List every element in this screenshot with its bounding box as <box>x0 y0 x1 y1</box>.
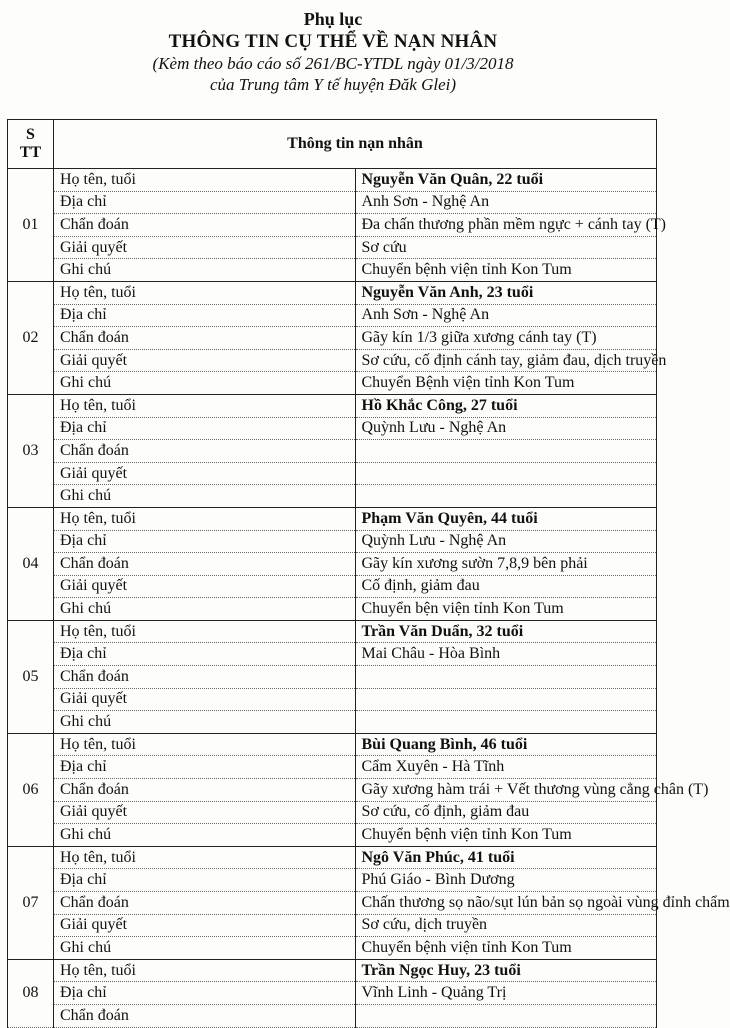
table-row <box>8 982 657 1005</box>
field-value: Sơ cứu <box>355 236 657 259</box>
field-label: Chẩn đoán <box>54 214 356 237</box>
table-row <box>8 643 657 666</box>
field-label: Họ tên, tuổi <box>54 620 356 643</box>
field-label: Giải quyết <box>54 914 356 937</box>
table-row <box>8 327 657 350</box>
table-row <box>8 440 657 463</box>
field-value: Mai Châu - Hòa Bình <box>355 643 657 666</box>
field-label: Chẩn đoán <box>54 440 356 463</box>
field-label: Địa chỉ <box>54 982 356 1005</box>
document-subtitle-line1: (Kèm theo báo cáo số 261/BC-YTDL ngày 01/3/2018 <box>152 54 514 73</box>
field-label: Họ tên, tuổi <box>54 846 356 869</box>
victim-number: 05 <box>8 620 54 733</box>
field-label: Địa chỉ <box>54 191 356 214</box>
field-label: Địa chỉ <box>54 756 356 779</box>
victim-name: Hồ Khắc Công, 27 tuổi <box>355 394 657 417</box>
field-value: Cố định, giảm đau <box>355 575 657 598</box>
table-row <box>8 553 657 576</box>
field-value <box>355 666 657 689</box>
field-value: Quỳnh Lưu - Nghệ An <box>355 530 657 553</box>
field-label: Ghi chú <box>54 372 356 395</box>
field-label: Giải quyết <box>54 462 356 485</box>
column-header-stt-line2: TT <box>19 144 42 161</box>
field-value: Gãy kín 1/3 giữa xương cánh tay (T) <box>355 327 657 350</box>
field-value: Cẩm Xuyên - Hà Tĩnh <box>355 756 657 779</box>
victim-name: Trần Ngọc Huy, 23 tuổi <box>355 959 657 982</box>
table-row <box>8 869 657 892</box>
field-label: Chẩn đoán <box>54 779 356 802</box>
victim-name: Ngô Văn Phúc, 41 tuổi <box>355 846 657 869</box>
table-row <box>8 801 657 824</box>
field-value <box>355 1004 657 1027</box>
table-row <box>8 914 657 937</box>
victim-name: Phạm Văn Quyên, 44 tuổi <box>355 507 657 530</box>
field-label: Chẩn đoán <box>54 666 356 689</box>
victim-name: Nguyễn Văn Anh, 23 tuổi <box>355 281 657 304</box>
field-label: Ghi chú <box>54 711 356 734</box>
table-row <box>8 462 657 485</box>
field-label: Chẩn đoán <box>54 892 356 915</box>
table-row <box>8 214 657 237</box>
table-row <box>8 575 657 598</box>
field-label: Ghi chú <box>54 485 356 508</box>
table-row <box>8 846 657 869</box>
appendix-title: Phụ lục <box>303 9 363 29</box>
field-label: Giải quyết <box>54 236 356 259</box>
table-row <box>8 892 657 915</box>
table-row <box>8 191 657 214</box>
field-value <box>355 485 657 508</box>
table-row <box>8 1004 657 1027</box>
field-label: Giải quyết <box>54 575 356 598</box>
field-label: Giải quyết <box>54 801 356 824</box>
column-header-info: Thông tin nạn nhân <box>54 120 657 169</box>
field-value: Phú Giáo - Bình Dương <box>355 869 657 892</box>
field-value: Anh Sơn - Nghệ An <box>355 304 657 327</box>
table-row <box>8 485 657 508</box>
table-row <box>8 756 657 779</box>
field-value <box>355 688 657 711</box>
field-label: Họ tên, tuổi <box>54 281 356 304</box>
document-title: THÔNG TIN CỤ THỂ VỀ NẠN NHÂN <box>168 31 498 52</box>
column-header-stt-line1: S <box>26 126 35 143</box>
field-label: Ghi chú <box>54 824 356 847</box>
table-row <box>8 598 657 621</box>
victim-number: 07 <box>8 846 54 959</box>
field-label: Địa chỉ <box>54 304 356 327</box>
field-value <box>355 462 657 485</box>
table-row <box>8 417 657 440</box>
table-row <box>8 394 657 417</box>
field-value: Chấn thương sọ não/sụt lún bản sọ ngoài vùng đỉnh chẩm <box>355 892 657 915</box>
table-row <box>8 711 657 734</box>
table-row <box>8 236 657 259</box>
field-label: Địa chỉ <box>54 417 356 440</box>
field-value: Sơ cứu, dịch truyền <box>355 914 657 937</box>
field-label: Ghi chú <box>54 259 356 282</box>
field-value: Vĩnh Linh - Quảng Trị <box>355 982 657 1005</box>
field-value: Chuyển bệnh viện tỉnh Kon Tum <box>355 824 657 847</box>
victim-name: Trần Văn Duẩn, 32 tuổi <box>355 620 657 643</box>
field-label: Chẩn đoán <box>54 327 356 350</box>
table-row <box>8 733 657 756</box>
field-value: Chuyển bệnh viện tỉnh Kon Tum <box>355 259 657 282</box>
table-row <box>8 959 657 982</box>
table-row <box>8 304 657 327</box>
table-row <box>8 688 657 711</box>
table-row <box>8 507 657 530</box>
victim-number: 01 <box>8 169 54 282</box>
document-header <box>0 0 666 95</box>
table-row <box>8 620 657 643</box>
table-row <box>8 259 657 282</box>
victim-number: 08 <box>8 959 54 1027</box>
field-value: Anh Sơn - Nghệ An <box>355 191 657 214</box>
table-row <box>8 349 657 372</box>
field-label: Họ tên, tuổi <box>54 733 356 756</box>
field-label: Họ tên, tuổi <box>54 169 356 192</box>
table-row <box>8 937 657 960</box>
table-row <box>8 824 657 847</box>
field-value: Sơ cứu, cố định cánh tay, giảm đau, dịch truyền <box>355 349 657 372</box>
field-value: Chuyển bệnh viện tỉnh Kon Tum <box>355 937 657 960</box>
victim-number: 02 <box>8 281 54 394</box>
victim-number: 03 <box>8 394 54 507</box>
field-label: Ghi chú <box>54 598 356 621</box>
field-label: Địa chỉ <box>54 643 356 666</box>
table-header-row <box>8 120 657 169</box>
field-label: Họ tên, tuổi <box>54 507 356 530</box>
table-row <box>8 530 657 553</box>
field-label: Địa chỉ <box>54 869 356 892</box>
field-value: Chuyển bện viện tỉnh Kon Tum <box>355 598 657 621</box>
field-label: Giải quyết <box>54 349 356 372</box>
victim-number: 06 <box>8 733 54 846</box>
table-row <box>8 666 657 689</box>
field-value: Sơ cứu, cố định, giảm đau <box>355 801 657 824</box>
table-row <box>8 779 657 802</box>
field-label: Chẩn đoán <box>54 553 356 576</box>
table-row <box>8 281 657 304</box>
field-value: Quỳnh Lưu - Nghệ An <box>355 417 657 440</box>
field-label: Họ tên, tuổi <box>54 394 356 417</box>
table-row <box>8 169 657 192</box>
victim-table <box>7 119 730 1028</box>
field-label: Địa chỉ <box>54 530 356 553</box>
column-header-stt <box>8 120 54 169</box>
field-value <box>355 440 657 463</box>
field-value <box>355 711 657 734</box>
field-label: Giải quyết <box>54 688 356 711</box>
victim-name: Nguyễn Văn Quân, 22 tuổi <box>355 169 657 192</box>
field-value: Đa chấn thương phần mềm ngực + cánh tay (T) <box>355 214 657 237</box>
victim-name: Bùi Quang Bình, 46 tuổi <box>355 733 657 756</box>
field-label: Chẩn đoán <box>54 1004 356 1027</box>
field-value: Gãy kín xương sườn 7,8,9 bên phải <box>355 553 657 576</box>
field-label: Ghi chú <box>54 937 356 960</box>
field-label: Họ tên, tuổi <box>54 959 356 982</box>
document-subtitle-line2: của Trung tâm Y tế huyện Đăk Glei) <box>210 75 456 94</box>
field-value: Gãy xương hàm trái + Vết thương vùng cẳng chân (T) <box>355 779 657 802</box>
table-row <box>8 372 657 395</box>
field-value: Chuyển Bệnh viện tỉnh Kon Tum <box>355 372 657 395</box>
table-body <box>8 169 730 1028</box>
victim-number: 04 <box>8 507 54 620</box>
